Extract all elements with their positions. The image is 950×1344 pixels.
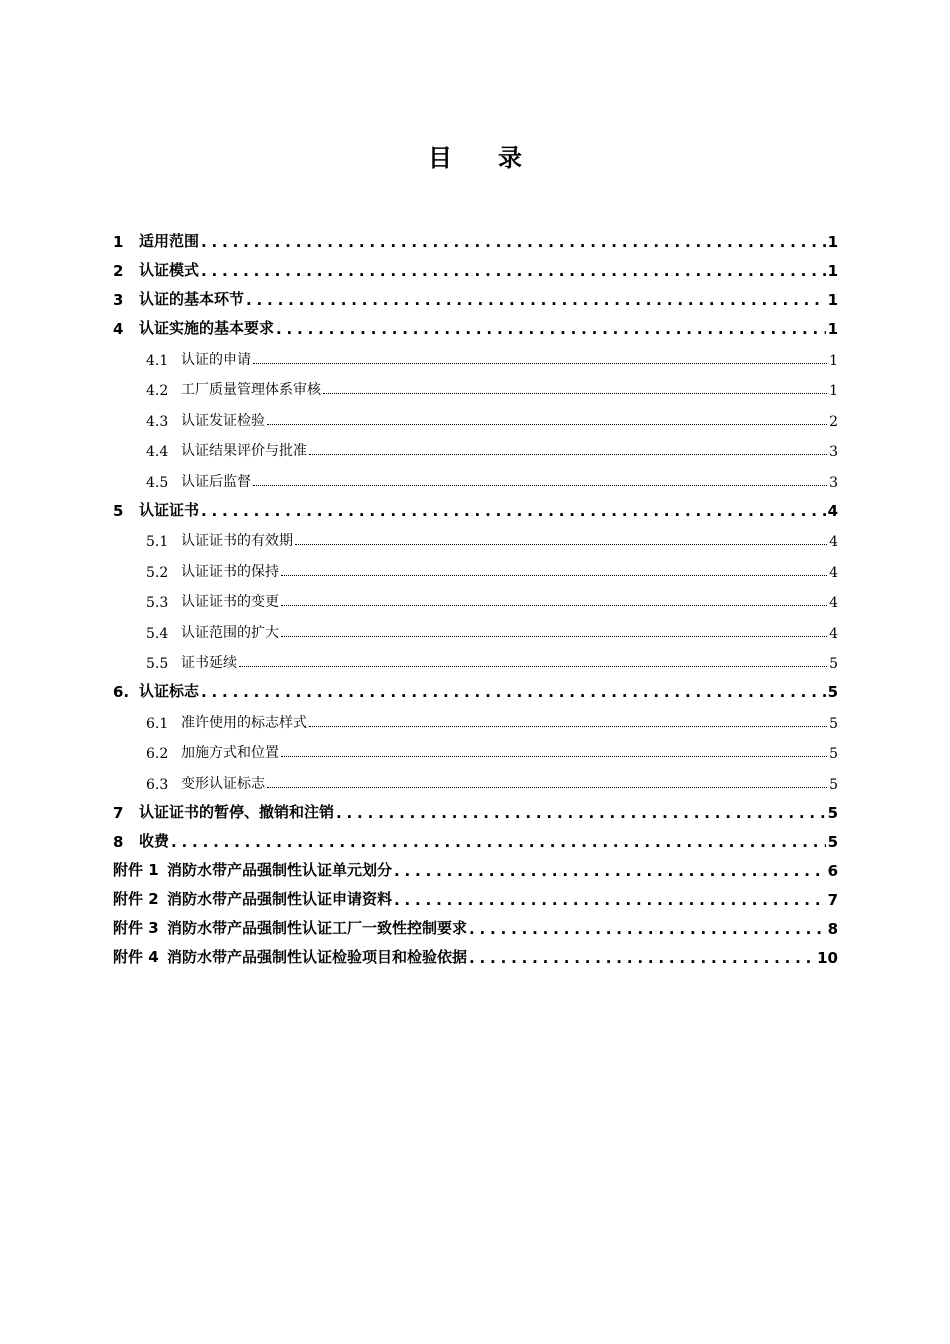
toc-label: 认证范围的扩大 — [181, 624, 279, 641]
toc-entry[interactable] — [113, 938, 838, 967]
toc-leader — [253, 363, 827, 364]
toc-number: 附件 3 — [113, 918, 159, 937]
toc-label: 认证标志 — [139, 682, 200, 700]
toc-number: 3 — [113, 291, 124, 309]
title-char-1: 目 — [428, 144, 452, 172]
toc-leader — [281, 605, 827, 606]
toc-leader — [239, 666, 827, 667]
toc-number: 5.3 — [146, 595, 169, 611]
toc-page: 10 — [817, 948, 838, 967]
toc-page: 4 — [827, 501, 838, 520]
toc-label: 认证模式 — [139, 261, 200, 279]
toc-leader — [281, 756, 827, 757]
toc-subentry[interactable] — [113, 611, 838, 642]
toc-entry[interactable] — [113, 793, 838, 822]
toc-page: 1 — [827, 233, 838, 251]
toc-number: 附件 4 — [113, 947, 159, 966]
toc-page: 4 — [829, 625, 838, 642]
toc-page: 5 — [827, 832, 838, 851]
toc-leader — [201, 502, 826, 520]
toc-label: 消防水带产品强制性认证申请资料 — [167, 889, 393, 908]
toc-page: 3 — [829, 444, 838, 460]
toc-subentry[interactable] — [113, 732, 838, 763]
toc-leader — [309, 454, 827, 455]
toc-label: 认证证书的有效期 — [181, 533, 293, 549]
toc-label: 认证证书的保持 — [181, 563, 279, 580]
toc-number: 4.4 — [146, 444, 169, 460]
toc-label: 认证实施的基本要求 — [139, 319, 275, 337]
toc-leader — [246, 291, 826, 309]
toc-subentry[interactable] — [113, 642, 838, 673]
toc-page: 5 — [827, 803, 838, 822]
toc-number: 4.3 — [146, 413, 169, 430]
toc-page: 7 — [827, 890, 838, 909]
toc-leader — [281, 575, 827, 576]
toc-subentry[interactable] — [113, 369, 838, 400]
toc-label: 认证结果评价与批准 — [181, 443, 307, 459]
toc-label: 消防水带产品强制性认证检验项目和检验依据 — [167, 947, 468, 966]
toc-number: 5.1 — [146, 534, 169, 550]
toc-label: 证书延续 — [181, 655, 237, 671]
toc-page: 5 — [829, 715, 838, 732]
toc-number: 6.1 — [146, 715, 169, 732]
toc-label: 变形认证标志 — [181, 775, 265, 792]
toc-label: 收费 — [139, 831, 170, 850]
toc-subentry[interactable] — [113, 520, 838, 551]
toc-number: 1 — [113, 233, 124, 251]
toc-label: 工厂质量管理体系审核 — [181, 382, 321, 398]
toc-page: 1 — [829, 383, 838, 399]
toc-entry[interactable] — [113, 222, 838, 251]
toc-subentry[interactable] — [113, 338, 838, 369]
toc-leader — [201, 262, 826, 280]
toc-number: 4.5 — [146, 474, 169, 491]
toc-leader — [267, 787, 827, 788]
toc-leader — [394, 862, 826, 880]
toc-leader — [281, 636, 827, 637]
toc-leader — [394, 891, 826, 909]
toc-leader — [323, 393, 827, 394]
toc-page: 2 — [829, 413, 838, 430]
toc-page: 4 — [829, 534, 838, 550]
toc-label: 认证发证检验 — [181, 412, 265, 429]
toc-entry[interactable] — [113, 822, 838, 851]
toc-label: 认证的申请 — [181, 351, 251, 368]
toc-leader — [309, 726, 827, 727]
toc-entry[interactable] — [113, 280, 838, 309]
toc-number: 5.5 — [146, 656, 169, 672]
toc-page: 5 — [827, 683, 838, 701]
toc-number: 8 — [113, 832, 124, 851]
toc-subentry[interactable] — [113, 581, 838, 612]
page-title — [0, 138, 950, 173]
toc-subentry[interactable] — [113, 701, 838, 732]
toc-entry[interactable] — [113, 251, 838, 280]
toc-subentry[interactable] — [113, 430, 838, 461]
toc-leader — [295, 544, 827, 545]
toc-label: 认证后监督 — [181, 473, 251, 490]
toc-page: 5 — [829, 656, 838, 672]
toc-leader — [276, 320, 826, 338]
toc-leader — [469, 920, 826, 938]
toc-label: 认证证书的暂停、撤销和注销 — [139, 802, 335, 821]
toc-page: 6 — [827, 861, 838, 880]
toc-label: 认证的基本环节 — [139, 290, 245, 308]
toc-leader — [253, 485, 827, 486]
toc-number: 6.2 — [146, 746, 169, 762]
toc-subentry[interactable] — [113, 399, 838, 430]
toc-page: 1 — [827, 262, 838, 280]
toc-number: 附件 1 — [113, 860, 159, 879]
toc-number: 附件 2 — [113, 889, 159, 908]
toc-page: 1 — [827, 291, 838, 309]
toc-leader — [267, 424, 827, 425]
toc-page: 3 — [829, 474, 838, 491]
toc-label: 消防水带产品强制性认证工厂一致性控制要求 — [167, 918, 468, 937]
toc-number: 6. — [113, 683, 130, 701]
toc-number: 2 — [113, 262, 124, 280]
toc-number: 5 — [113, 501, 124, 520]
toc-label: 适用范围 — [139, 232, 200, 250]
toc-entry[interactable] — [113, 909, 838, 938]
toc-page: 8 — [827, 919, 838, 938]
toc-page: 5 — [829, 746, 838, 762]
toc-label: 消防水带产品强制性认证单元划分 — [167, 860, 393, 879]
toc-page: 1 — [827, 320, 838, 338]
toc-page: 1 — [829, 352, 838, 369]
toc-number: 5.2 — [146, 564, 169, 581]
toc-number: 4.1 — [146, 352, 169, 369]
toc-number: 6.3 — [146, 776, 169, 793]
toc-page: 4 — [829, 564, 838, 581]
toc-entry[interactable] — [113, 880, 838, 909]
toc-entry[interactable] — [113, 851, 838, 880]
toc-label: 准许使用的标志样式 — [181, 714, 307, 731]
toc-label: 认证证书 — [139, 500, 200, 519]
toc-label: 认证证书的变更 — [181, 594, 279, 610]
table-of-contents — [113, 222, 838, 967]
toc-leader — [469, 949, 815, 967]
toc-leader — [171, 833, 826, 851]
toc-page: 5 — [829, 776, 838, 793]
title-char-2: 录 — [498, 144, 522, 172]
toc-number: 4.2 — [146, 383, 169, 399]
toc-number: 4 — [113, 320, 124, 338]
toc-entry[interactable] — [113, 672, 838, 701]
toc-entry[interactable] — [113, 491, 838, 520]
toc-label: 加施方式和位置 — [181, 745, 279, 761]
toc-leader — [201, 233, 826, 251]
toc-subentry[interactable] — [113, 460, 838, 491]
toc-leader — [201, 683, 826, 701]
toc-number: 5.4 — [146, 625, 169, 642]
toc-leader — [336, 804, 826, 822]
toc-page: 4 — [829, 595, 838, 611]
toc-number: 7 — [113, 803, 124, 822]
toc-entry[interactable] — [113, 309, 838, 338]
toc-subentry[interactable] — [113, 762, 838, 793]
toc-subentry[interactable] — [113, 550, 838, 581]
